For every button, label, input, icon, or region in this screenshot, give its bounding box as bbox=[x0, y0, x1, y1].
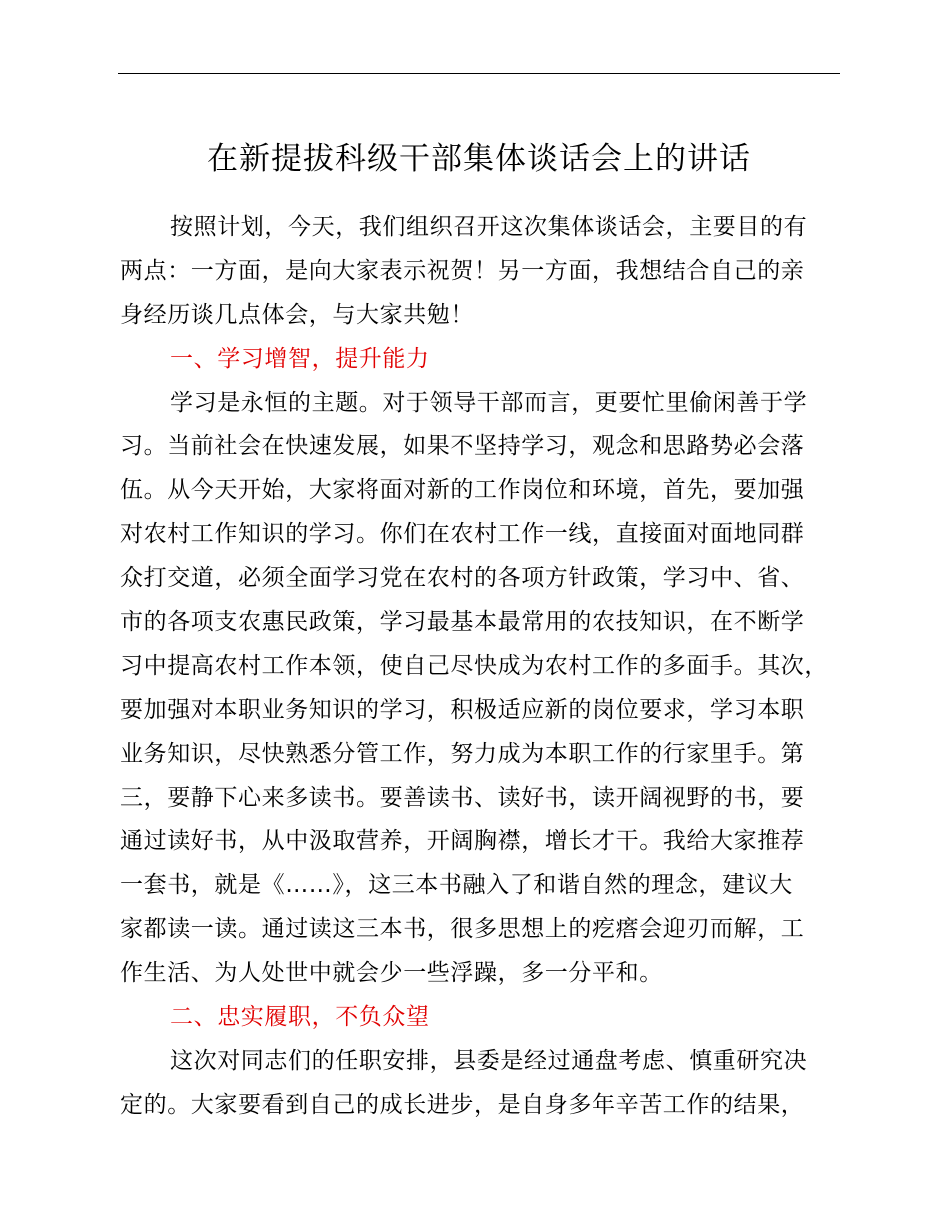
paragraph-line: 对农村工作知识的学习。你们在农村工作一线，直接面对面地同群 bbox=[120, 521, 805, 548]
paragraph-line: 业务知识，尽快熟悉分管工作，努力成为本职工作的行家里手。第 bbox=[120, 740, 805, 767]
paragraph-line: 按照计划，今天，我们组织召开这次集体谈话会，主要目的有 bbox=[170, 214, 808, 240]
paragraph-line: 众打交道，必须全面学习党在农村的各项方针政策，学习中、省、 bbox=[120, 565, 805, 592]
paragraph-line: 身经历谈几点体会，与大家共勉！ bbox=[120, 301, 474, 328]
paragraph-line: 学习是永恒的主题。对于领导干部而言，更要忙里偷闲善于学 bbox=[170, 389, 808, 416]
paragraph-line: 定的。大家要看到自己的成长进步，是自身多年辛苦工作的结果， bbox=[120, 1091, 805, 1118]
paragraph-line: 这次对同志们的任职安排，县委是经过通盘考虑、慎重研究决 bbox=[170, 1047, 808, 1074]
paragraph-line: 三，要静下心来多读书。要善读书、读好书，读开阔视野的书，要 bbox=[120, 784, 805, 811]
section-heading-1: 一、学习增智，提升能力 bbox=[170, 345, 430, 372]
paragraph-line: 通过读好书，从中汲取营养，开阔胸襟，增长才干。我给大家推荐 bbox=[120, 828, 805, 855]
paragraph-line: 市的各项支农惠民政策，学习最基本最常用的农技知识，在不断学 bbox=[120, 609, 805, 636]
paragraph-line: 两点：一方面，是向大家表示祝贺！另一方面，我想结合自己的亲 bbox=[120, 257, 805, 284]
paragraph-line: 伍。从今天开始，大家将面对新的工作岗位和环境，首先，要加强 bbox=[120, 477, 805, 504]
document-body bbox=[120, 206, 842, 1128]
paragraph-line: 习。当前社会在快速发展，如果不坚持学习，观念和思路势必会落 bbox=[120, 433, 805, 460]
header-rule bbox=[118, 73, 840, 74]
paragraph-line: 作生活、为人处世中就会少一些浮躁，多一分平和。 bbox=[120, 960, 663, 987]
section-heading-2: 二、忠实履职，不负众望 bbox=[170, 1004, 430, 1031]
paragraph-line: 一套书，就是《……》，这三本书融入了和谐自然的理念，建议大 bbox=[120, 872, 793, 899]
document-title: 在新提拔科级干部集体谈话会上的讲话 bbox=[207, 141, 751, 177]
paragraph-line: 要加强对本职业务知识的学习，积极适应新的岗位要求，学习本职 bbox=[120, 696, 805, 723]
paragraph-line: 家都读一读。通过读这三本书，很多思想上的疙瘩会迎刃而解，工 bbox=[120, 916, 805, 943]
paragraph-line: 习中提高农村工作本领，使自己尽快成为农村工作的多面手。其次， bbox=[120, 652, 828, 679]
